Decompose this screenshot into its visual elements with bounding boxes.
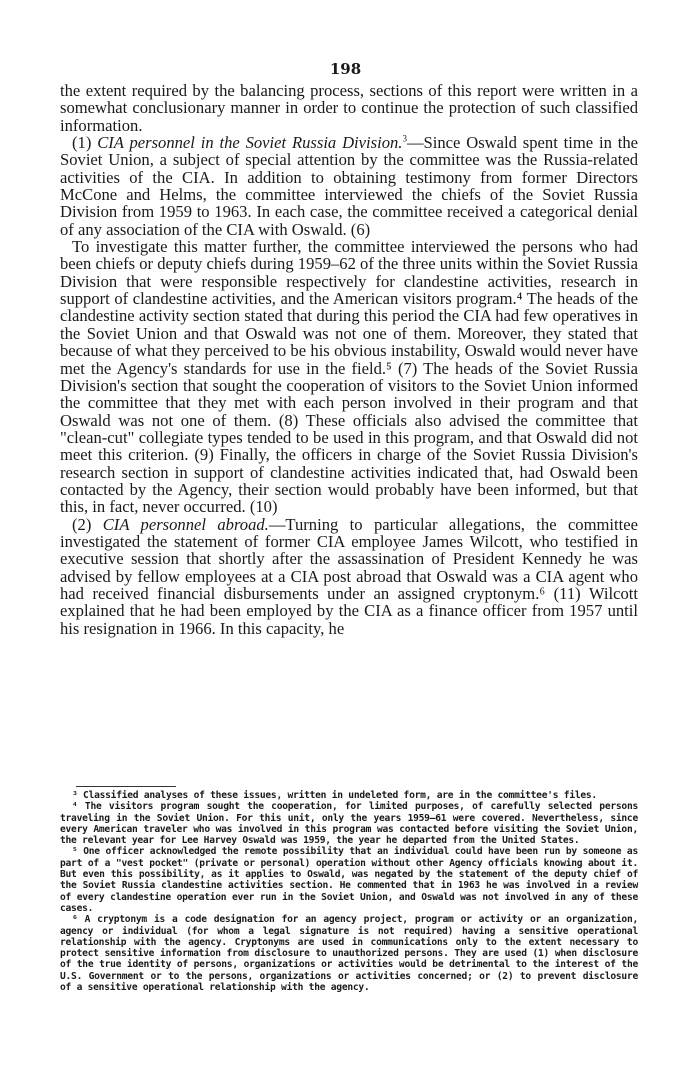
paragraph: the extent required by the balancing process, sections of this report were written in a somewhat conclusionary manner in order to continue the protection of such classified information. (60, 81, 638, 135)
item-number: (1) (72, 133, 98, 153)
page-number: 198 (329, 60, 362, 78)
footnote: ³ Classified analyses of these issues, written in undeleted form, are in the committee's files. (72, 790, 597, 801)
footnote-divider (76, 786, 176, 787)
section-heading: CIA personnel abroad. (102, 514, 269, 534)
footnote-ref: 3 (402, 133, 407, 144)
paragraph: To investigate this matter further, the committee interviewed the persons who had been chiefs or deputy chiefs during 1959–62 of the three units within the Soviet Russia Division that were responsible respectively for clandestine activities, research in support of clandestine activities, and the American visitors program.⁴ The heads of the clandestine activity section stated that during this period the CIA had few operatives in the Soviet Union and that Oswald was not one of them. Moreover, they stated that because of what they perceived to be his obvious instability, Oswald would never have met the Agency's standards for use in the field.⁵ (7) The heads of the Soviet Russia Division's section that sought the cooperation of visitors to the Soviet Union informed the committee that they met with each person involved in their program and that Oswald was not one of them. (8) These officials also advised the committee that "clean-cut" collegiate types tended to be used in this program, and that Oswald did not meet this criterion. (9) Finally, the officers in charge of the Soviet Russia Division's research section in support of clandestine activities indicated that, had Oswald been contacted by the Agency, their section would probably have been informed, but that this, in fact, never occurred. (10) (60, 237, 638, 517)
paragraph-text: —Turning to particular allegations, the committee investigated the statement of former CIA employee James Wilcott, who testified in executive session that shortly after the assassination of President Kennedy he was advised by fellow employees at a CIA post abroad that Oswald was a CIA agent who had received financial disbursements under an assigned cryptonym.⁶ (11) Wilcott explained that he had been employed by the CIA as a finance officer from 1957 until his resignation in 1966. In this capacity, he (60, 514, 638, 638)
section-heading: CIA personnel in the Soviet Russia Division. (97, 133, 403, 153)
paragraph (60, 134, 638, 238)
body-text (60, 82, 638, 637)
item-number: (2) (72, 514, 103, 534)
paragraph-text: —Since Oswald spent time in the Soviet Union, a subject of special attention by the committee was the Russia-related activities of the CIA. In addition to obtaining testimony from former Directors McCone and Helms, the committee interviewed the chiefs of the Soviet Russia Division from 1959 to 1963. In each case, the committee received a categorical denial of any association of the CIA with Oswald. (6) (60, 133, 638, 239)
footnote: ⁶ A cryptonym is a code designation for an agency project, program or activity or an organization, agency or individual (for whom a legal signature is not required) having a sensitive operational relationship with the agency. Cryptonyms are used in communications only to the extent necessary to protect sensitive information from disclosure to unauthorized persons. They are used (1) when disclosure of the true identity of persons, organizations or activities would be detrimental to the interest of the U.S. Government or to the persons, organizations or activities concerned; or (2) to prevent disclosure of a sensitive operational relationship with the agency. (60, 914, 638, 994)
footnote: ⁵ One officer acknowledged the remote possibility that an individual could have been run by someone as part of a "vest pocket" (private or personal) operation without other Agency officials knowing about it. But even this possibility, as it applies to Oswald, was negated by the statement of the deputy chief of the Soviet Russia clandestine activities section. He commented that in 1963 he was involved in a review of every clandestine operation ever run in the Soviet Union, and Oswald was not involved in any of these cases. (60, 846, 638, 914)
footnote: ⁴ The visitors program sought the cooperation, for limited purposes, of carefully selected persons traveling in the Soviet Union. For this unit, only the years 1959–61 were covered. Nevertheless, since every American traveler who was involved in this program was contacted before visiting the Soviet Union, the relevant year for Lee Harvey Oswald was 1959, the year he departed from the United States. (60, 801, 638, 847)
footnotes (60, 790, 638, 993)
paragraph (60, 516, 638, 637)
